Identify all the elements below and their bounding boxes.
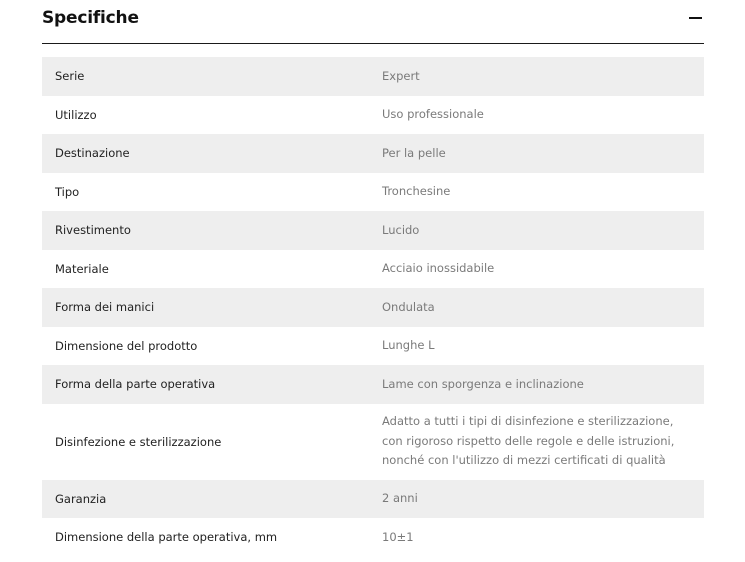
spec-value: Adatto a tutti i tipi di disinfezione e sterilizzazione, con rigoroso rispetto delle regole e delle istruzioni, nonché con l'utilizzo di mezzi certificati di qualità xyxy=(382,414,675,468)
spec-key: Utilizzo xyxy=(55,107,97,122)
spec-value: Per la pelle xyxy=(382,145,446,160)
spec-key: Forma della parte operativa xyxy=(55,377,216,392)
spec-key: Dimensione della parte operativa, mm xyxy=(55,530,278,545)
spec-value: Uso professionale xyxy=(382,107,484,121)
spec-key: Serie xyxy=(55,69,85,84)
spec-value: Expert xyxy=(382,68,420,83)
spec-value: Acciaio inossidabile xyxy=(382,261,495,275)
spec-key: Garanzia xyxy=(55,491,107,506)
table-row xyxy=(42,480,704,519)
spec-key: Tipo xyxy=(55,184,80,199)
minus-icon[interactable] xyxy=(689,11,703,25)
specs-section xyxy=(42,0,704,557)
spec-value: Ondulata xyxy=(382,299,435,314)
spec-value: 10±1 xyxy=(382,529,414,544)
spec-value: Lucido xyxy=(382,222,420,237)
table-row xyxy=(42,96,704,135)
spec-key: Forma dei manici xyxy=(55,300,155,315)
table-row xyxy=(42,518,704,557)
spec-value: Tronchesine xyxy=(382,184,451,198)
table-row xyxy=(42,211,704,250)
spec-key: Destinazione xyxy=(55,146,130,161)
spec-value: Lunghe L xyxy=(382,338,435,352)
table-row xyxy=(42,134,704,173)
section-title: Specifiche xyxy=(42,7,139,28)
table-row xyxy=(42,250,704,289)
table-row xyxy=(42,288,704,327)
table-row xyxy=(42,365,704,404)
spec-key: Dimensione del prodotto xyxy=(55,338,198,353)
table-row xyxy=(42,327,704,366)
specs-header[interactable] xyxy=(42,0,704,44)
spec-key: Rivestimento xyxy=(55,223,131,238)
table-row xyxy=(42,173,704,212)
specs-table xyxy=(42,57,704,557)
spec-value: 2 anni xyxy=(382,491,418,505)
spec-key: Materiale xyxy=(55,261,109,276)
table-row xyxy=(42,404,704,480)
spec-key: Disinfezione e sterilizzazione xyxy=(55,434,222,449)
spec-value: Lame con sporgenza e inclinazione xyxy=(382,376,584,391)
table-row xyxy=(42,57,704,96)
